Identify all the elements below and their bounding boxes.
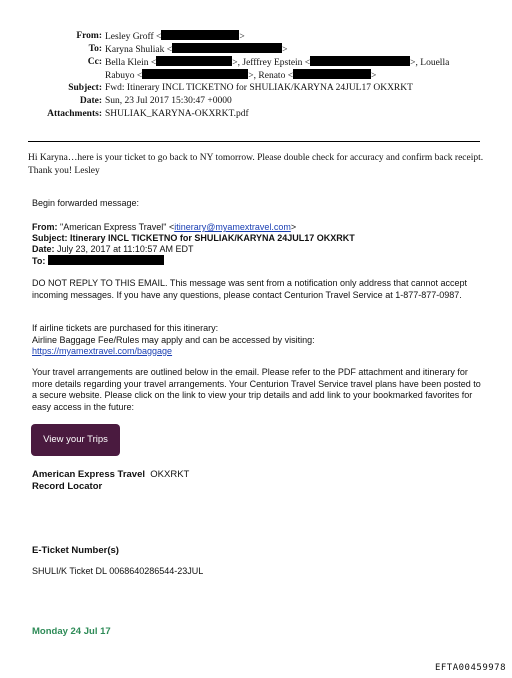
redaction-bar: [156, 56, 232, 66]
attachments-label: Attachments:: [47, 109, 102, 119]
view-trips-button[interactable]: View your Trips: [31, 424, 120, 456]
bracket-close: >: [239, 32, 245, 42]
record-locator-label: Record Locator: [32, 481, 103, 492]
itinerary-date-heading: Monday 24 Jul 17: [32, 626, 111, 637]
cc-recipient-5: >, Renato <: [248, 71, 294, 81]
fwd-date-label: Date:: [32, 244, 55, 254]
redaction-bar: [172, 43, 282, 53]
arrangements-text: Your travel arrangements are outlined below in the email. Please refer to the PDF attachment and itinerary for more details regarding your travel arrangements. Your Centurion Travel Service travel plans have been posted to a secure website. Please click on the link to view your trip details and add link to your bookmarked favorites for easy access in the future:: [32, 367, 481, 412]
fwd-from-row: [32, 222, 487, 233]
noreply-notice: DO NOT REPLY TO THIS EMAIL. This message was sent from a notification only address that cannot accept incoming messages. If you have any questions, please contact Centurion Travel Service at 1-877-877-0987.: [32, 278, 468, 300]
fwd-from-value: "American Express Travel" <: [60, 222, 175, 232]
to-value: Karyna Shuliak <: [105, 45, 173, 55]
greeting-message: Hi Karyna…here is your ticket to go back to NY tomorrow. Please double check for accuracy and confirm back receipt. Thank you! Lesley: [28, 153, 484, 176]
redaction-bar: [161, 30, 239, 40]
fwd-to-label: To:: [32, 256, 46, 266]
fwd-subject-value: Itinerary INCL TICKETNO for SHULIAK/KARYNA 24JUL17 OKXRKT: [70, 233, 355, 243]
header-to-row: [0, 43, 512, 56]
date-label: Date:: [79, 96, 102, 106]
email-header: [0, 30, 512, 121]
fwd-subject-row: [32, 233, 487, 244]
subject-value: Fwd: Itinerary INCL TICKETNO for SHULIAK/KARYNA 24JUL17 OKXRKT: [105, 83, 413, 93]
bracket-close: >: [290, 222, 297, 232]
cc-recipient-2: >, Jefffrey Epstein <: [232, 58, 311, 68]
baggage-info: [32, 323, 487, 358]
subject-label: Subject:: [68, 83, 102, 93]
header-divider: [28, 141, 480, 142]
sender-email-link[interactable]: itinerary@myamextravel.com: [174, 222, 291, 232]
fwd-subject-label: Subject:: [32, 233, 68, 243]
header-date-row: [0, 95, 512, 108]
cc-label: Cc:: [87, 57, 102, 67]
agency-name: American Express Travel: [32, 469, 146, 480]
attachment-file[interactable]: SHULIAK_KARYNA-OKXRKT.pdf: [105, 109, 249, 119]
cc-recipient-4: Rabuyo <: [105, 71, 143, 81]
fwd-to-row: [32, 255, 487, 267]
forwarded-intro: Begin forwarded message:: [32, 198, 140, 208]
to-label: To:: [88, 44, 102, 54]
bates-number: EFTA00459978: [434, 663, 506, 673]
baggage-rules-note: Airline Baggage Fee/Rules may apply and can be accessed by visiting:: [32, 334, 315, 345]
header-attachments-row: [0, 108, 512, 121]
header-from-row: [0, 30, 512, 43]
header-cc-row-2: [0, 69, 512, 82]
redaction-bar: [293, 69, 371, 79]
record-locator-block: [32, 469, 189, 493]
from-value: Lesley Groff <: [105, 32, 162, 42]
date-value: Sun, 23 Jul 2017 15:30:47 +0000: [105, 96, 232, 106]
redaction-bar: [48, 255, 164, 265]
from-label: From:: [76, 31, 102, 41]
fwd-date-value: July 23, 2017 at 11:10:57 AM EDT: [57, 244, 194, 254]
header-cc-row: [0, 56, 512, 69]
airline-note: If airline tickets are purchased for this itinerary:: [32, 323, 219, 333]
baggage-link[interactable]: https://myamextravel.com/baggage: [32, 346, 173, 356]
record-locator-code: OKXRKT: [150, 469, 190, 480]
header-subject-row: [0, 82, 512, 95]
eticket-heading: E-Ticket Number(s): [32, 545, 119, 556]
redaction-bar: [142, 69, 248, 79]
redaction-bar: [310, 56, 410, 66]
bracket-close: >: [282, 45, 288, 55]
fwd-from-label: From:: [32, 222, 58, 232]
eticket-number: SHULI/K Ticket DL 0068640286544-23JUL: [32, 566, 204, 576]
forwarded-header: [32, 222, 487, 267]
fwd-date-row: [32, 244, 487, 255]
cc-recipient-1: Bella Klein <: [105, 58, 157, 68]
bracket-close: >: [371, 71, 377, 81]
cc-recipient-3: >, Louella: [410, 58, 450, 68]
